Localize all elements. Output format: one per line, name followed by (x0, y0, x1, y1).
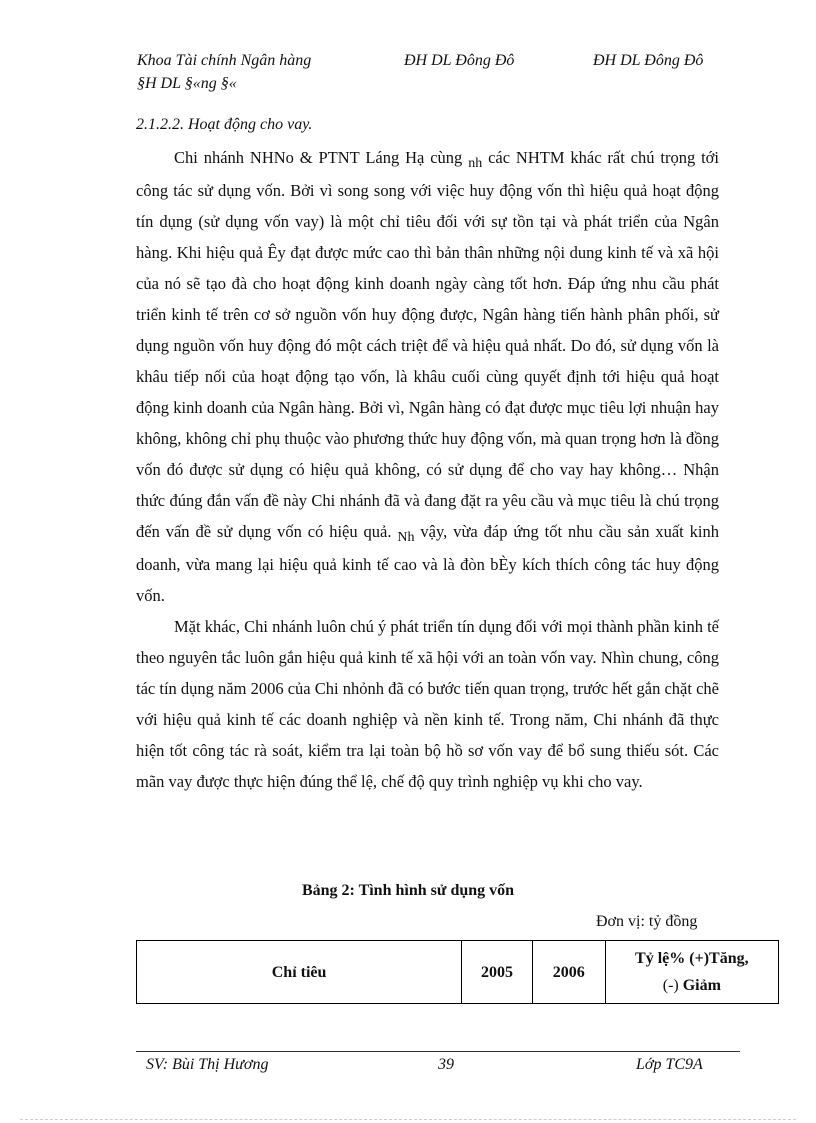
paragraph-1-part-1: Chi nhánh NHNo & PTNT Láng Hạ cùng (174, 148, 469, 167)
header-university-right: ĐH DL Đông Đô (593, 52, 704, 69)
body-text (136, 142, 719, 797)
footer-class: Lớp TC9A (636, 1056, 703, 1073)
table-title: Bảng 2: Tình hình sử dụng vốn (301, 882, 515, 899)
header-indicator: Chỉ tiêu (137, 941, 462, 1004)
header-faculty: Khoa Tài chính Ngân hàng (137, 52, 312, 69)
header-change-line-1: Tỷ lệ% (+)Tăng, (635, 950, 749, 967)
header-change-prefix: (-) (662, 977, 683, 994)
footer-page-number: 39 (438, 1056, 454, 1073)
paragraph-2: Mặt khác, Chi nhánh luôn chú ý phát triển tín dụng đối với mọi thành phần kinh tế theo nguyên tắc luôn gắn hiệu quả kinh tế xã hội với an toàn vốn vay. Nhìn chung, công tác tín dụng năm 2006 của Chi nhỏnh đã có bước tiến quan trọng, trước hết gắn chặt chẽ với hiệu quả kinh tế các doanh nghiệp và nền kinh tế. Trong năm, Chi nhánh đã thực hiện tốt công tác rà soát, kiểm tra lại toàn bộ hồ sơ vốn vay để bổ sung thiếu sót. Các mãn vay được thực hiện đúng thể lệ, chế độ quy trình nghiệp vụ khi cho vay. (136, 617, 719, 791)
paragraph-1 (136, 142, 719, 611)
header-year-2005: 2005 (462, 941, 533, 1004)
footer-student: SV: Bùi Thị Hương (146, 1056, 269, 1073)
header-university-center: ĐH DL Đông Đô (404, 52, 515, 69)
paragraph-1-fragment-1: nh (468, 156, 483, 171)
header-garbled-line: §H DL §«ng §« (137, 75, 237, 92)
footer-divider (136, 1051, 740, 1052)
header-year-2006: 2006 (532, 941, 605, 1004)
section-heading: 2.1.2.2. Hoạt động cho vay. (136, 116, 313, 133)
header-change-decrease: Giảm (682, 977, 721, 994)
paragraph-1-fragment-2: Nh (397, 530, 415, 545)
paragraph-1-part-2: các NHTM khác rất chú trọng tới công tác sử dụng vốn. Bởi vì song song với việc huy động vốn thì hiệu quả hoạt động tín dụng (sử dụng vốn vay) là một chỉ tiêu đối với sự tồn tại và phát triển của Ngân hàng. Khi hiệu quả Êy đạt được mức cao thì bản thân những nội dung kinh tế và xã hội của nó sẽ tạo đà cho hoạt động kinh doanh ngày càng tốt hơn. Đáp ứng nhu cầu phát triển kinh tế trên cơ sở nguồn vốn huy động được, Ngân hàng tiến hành phân phối, sử dụng nguồn vốn huy động đó một cách triệt để và hiệu quả nhất. Do đó, sử dụng vốn là khâu tiếp nối của hoạt động tạo vốn, là khâu cuối cùng quyết định tới hiệu quả hoạt động kinh doanh của Ngân hàng. Bởi vì, Ngân hàng có đạt được mục tiêu lợi nhuận hay không, không chỉ phụ thuộc vào phương thức huy động vốn, mà quan trọng hơn là đồng vốn đó được sử dụng có hiệu quả không, có sử dụng để cho vay hay không… Nhận thức đúng đắn vấn đề này Chi nhánh đã và đang đặt ra yêu cầu và mục tiêu là chú trọng đến vấn đề sử dụng vốn có hiệu quả. (136, 148, 719, 541)
header-change-percent (605, 941, 778, 1004)
table-unit: Đơn vị: tỷ đồng (596, 913, 698, 930)
header-change-line-2 (606, 972, 778, 999)
paragraph-1-part-3: vậy, vừa đáp ứng tốt nhu cầu sản xuất kinh doanh, vừa mang lại hiệu quả kinh tế cao và là đòn bÈy kích thích công tác huy động vốn. (136, 522, 719, 605)
table-header-row (137, 941, 779, 1004)
page-header (137, 51, 737, 94)
capital-usage-table (136, 940, 779, 1004)
page-edge-line (20, 1119, 796, 1120)
